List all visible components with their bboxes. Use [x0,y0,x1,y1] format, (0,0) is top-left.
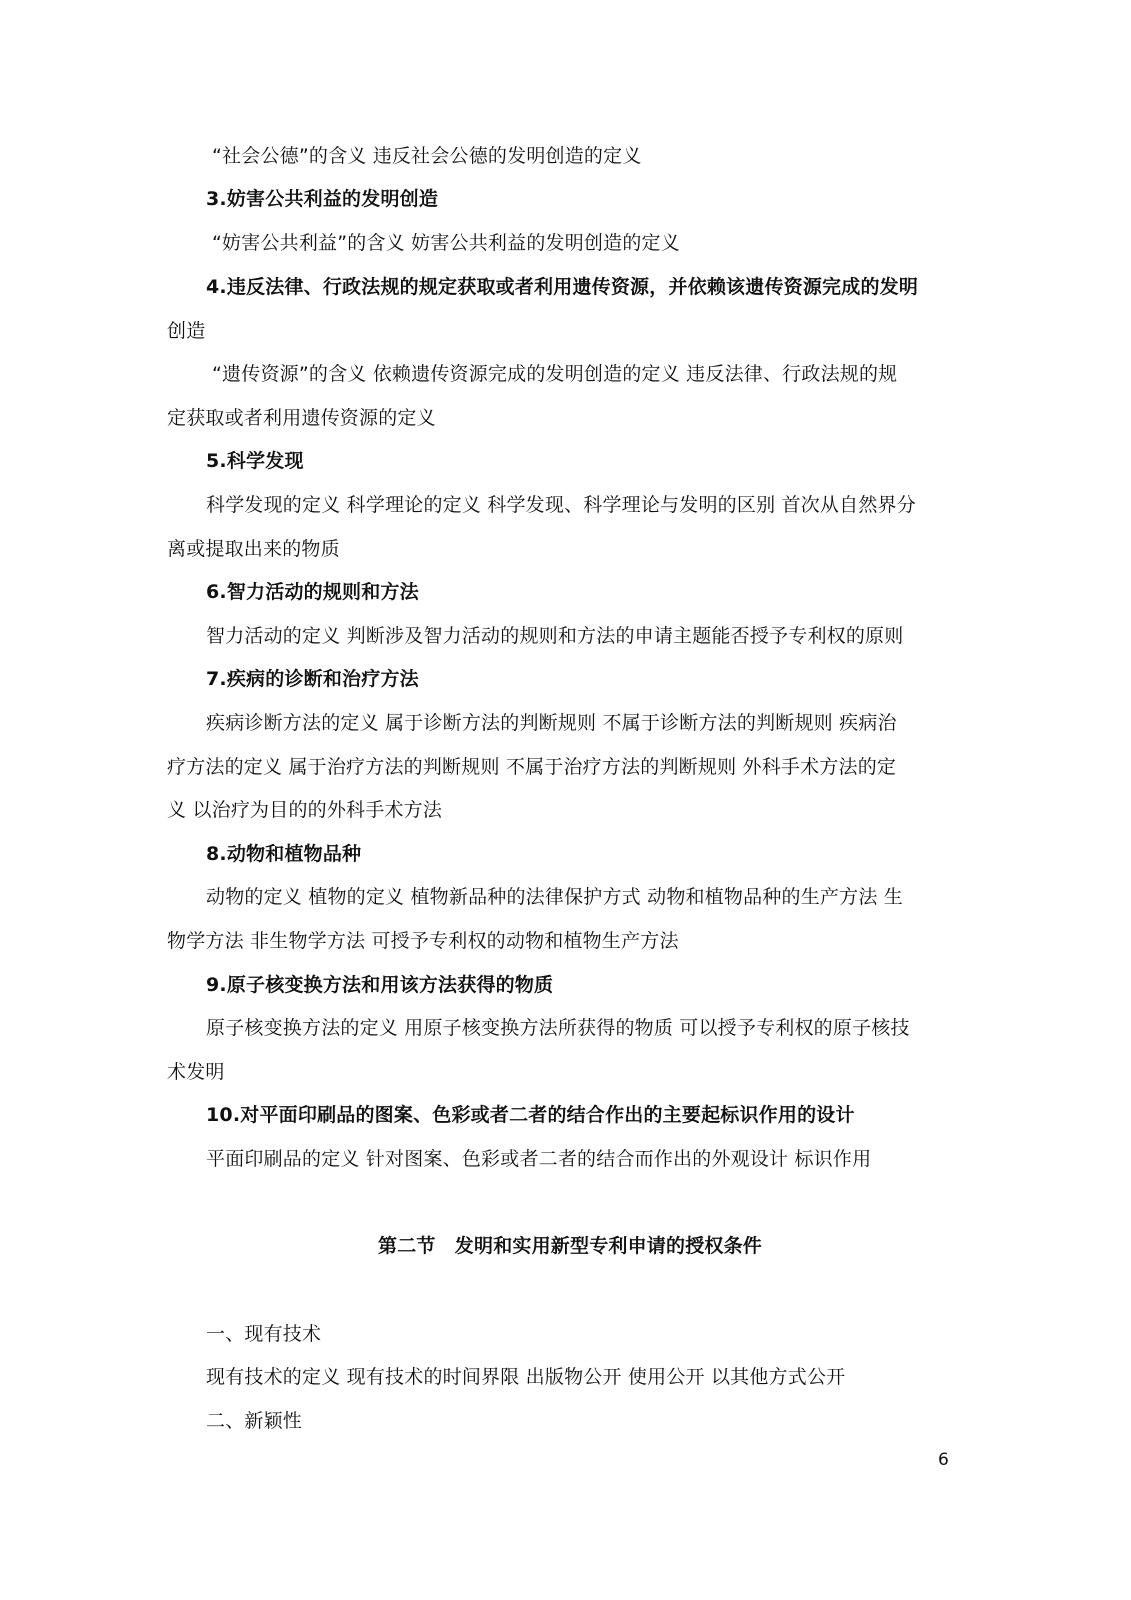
text-line: “遗传资源”的含义 依赖遗传资源完成的发明创造的定义 违反法律、行政法规的规 [212,363,898,385]
text-line: 一、现有技术 [206,1323,322,1345]
text-line: 创造 [167,320,206,342]
text-line: 义 以治疗为目的的外科手术方法 [167,799,443,821]
numbered-heading [206,186,438,212]
heading-number: 7. [206,668,227,690]
heading-text: 妨害公共利益的发明创造 [226,188,439,210]
text-line: “妨害公共利益”的含义 妨害公共利益的发明创造的定义 [212,232,680,254]
numbered-heading [206,841,361,867]
numbered-heading [206,666,419,692]
numbered-heading [206,1102,855,1128]
text-line: 定获取或者利用遗传资源的定义 [167,407,436,429]
heading-number: 6. [206,581,227,603]
heading-number: 10. [206,1104,241,1126]
heading-number: 9. [206,974,227,996]
heading-text: 对平面印刷品的图案、色彩或者二者的结合作出的主要起标识作用的设计 [240,1104,855,1126]
text-line: 疾病诊断方法的定义 属于诊断方法的判断规则 不属于诊断方法的判断规则 疾病治 [206,712,897,734]
numbered-heading [206,274,918,300]
page-number: 6 [938,1450,949,1470]
heading-text: 疾病的诊断和治疗方法 [226,668,419,690]
heading-text: 动物和植物品种 [226,843,362,865]
text-line: 原子核变换方法的定义 用原子核变换方法所获得的物质 可以授予专利权的原子核技 [206,1017,910,1039]
heading-number: 3. [206,188,227,210]
heading-text: 科学发现 [226,450,304,472]
section-title: 第二节 发明和实用新型专利申请的授权条件 [378,1235,763,1257]
heading-text: 智力活动的规则和方法 [226,581,419,603]
text-line: 术发明 [167,1061,225,1083]
heading-text: 原子核变换方法和用该方法获得的物质 [226,974,554,996]
text-line: 二、新颖性 [206,1410,303,1432]
text-line: 智力活动的定义 判断涉及智力活动的规则和方法的申请主题能否授予专利权的原则 [206,625,904,647]
text-line: 动物的定义 植物的定义 植物新品种的法律保护方式 动物和植物品种的生产方法 生 [206,886,903,908]
text-line: 疗方法的定义 属于治疗方法的判断规则 不属于治疗方法的判断规则 外科手术方法的定 [167,756,897,778]
text-line: “社会公德”的含义 违反社会公德的发明创造的定义 [212,145,642,167]
numbered-heading [206,579,419,605]
text-line: 平面印刷品的定义 针对图案、色彩或者二者的结合而作出的外观设计 标识作用 [206,1148,872,1170]
numbered-heading [206,448,304,474]
numbered-heading [206,972,553,998]
text-line: 科学发现的定义 科学理论的定义 科学发现、科学理论与发明的区别 首次从自然界分 [206,494,916,516]
text-line: 现有技术的定义 现有技术的时间界限 出版物公开 使用公开 以其他方式公开 [206,1366,846,1388]
heading-number: 5. [206,450,227,472]
heading-text: 违反法律、行政法规的规定获取或者利用遗传资源，并依赖该遗传资源完成的发明 [226,276,919,298]
text-line: 离或提取出来的物质 [167,538,340,560]
heading-number: 8. [206,843,227,865]
text-line: 物学方法 非生物学方法 可授予专利权的动物和植物生产方法 [167,930,679,952]
heading-number: 4. [206,276,227,298]
